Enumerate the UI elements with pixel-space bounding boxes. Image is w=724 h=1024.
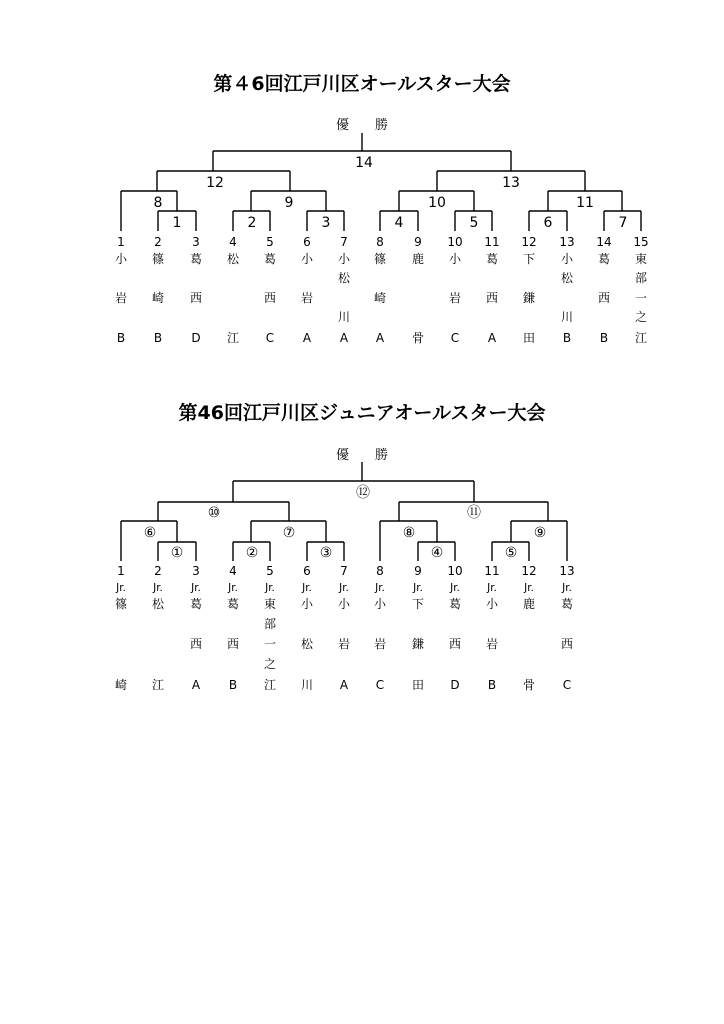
senior-bracket-lines (121, 133, 641, 231)
senior-team-char: 部 (634, 271, 648, 285)
senior-team-char: 西 (597, 291, 611, 305)
junior-team-char: 西 (189, 637, 203, 651)
junior-seed-number: 9 (414, 564, 422, 578)
senior-team-char: C (265, 331, 275, 345)
junior-match-number: ⑫ (356, 485, 370, 501)
junior-seed-number: 13 (559, 564, 575, 578)
senior-seed-number: 4 (229, 235, 237, 249)
senior-match-number: 12 (206, 175, 224, 191)
junior-seed-number: 12 (521, 564, 537, 578)
senior-seed-number: 9 (414, 235, 422, 249)
junior-team-char: 小 (485, 597, 499, 611)
senior-match-number: 5 (469, 215, 479, 231)
junior-team-char: 西 (226, 637, 240, 651)
junior-team-char: 骨 (522, 678, 536, 692)
senior-bracket (115, 72, 649, 345)
senior-team-char: 西 (263, 291, 277, 305)
junior-jr-label: Jr. (228, 582, 238, 594)
senior-seed-number: 8 (376, 235, 384, 249)
junior-match-number: ② (245, 545, 259, 561)
senior-team-char: 岩 (300, 291, 314, 305)
senior-seed-number: 10 (447, 235, 463, 249)
junior-seed-numbers (117, 564, 574, 578)
senior-team-char: 田 (522, 331, 536, 345)
junior-team-names (115, 596, 573, 692)
senior-team-char: B (562, 331, 572, 345)
senior-match-number: 10 (428, 195, 446, 211)
senior-match-number: 11 (576, 195, 594, 211)
junior-match-number: ⑪ (467, 505, 481, 521)
junior-match-number: ⑤ (504, 545, 518, 561)
senior-seed-number: 2 (154, 235, 162, 249)
senior-team-char: B (116, 331, 126, 345)
junior-jr-label: Jr. (487, 582, 497, 594)
junior-team-char: 一 (263, 637, 277, 651)
senior-team-char: 崎 (373, 291, 387, 305)
senior-team-char: 下 (522, 252, 536, 266)
junior-team-char: 葛 (189, 597, 203, 611)
senior-seed-number: 14 (596, 235, 612, 249)
senior-seed-number: 13 (559, 235, 575, 249)
senior-match-numbers (154, 155, 628, 231)
senior-match-number: 14 (355, 155, 373, 171)
senior-team-char: 小 (300, 252, 314, 266)
junior-seed-number: 8 (376, 564, 384, 578)
senior-team-char: C (450, 331, 460, 345)
senior-team-char: B (153, 331, 163, 345)
senior-team-char: A (487, 331, 497, 345)
junior-team-char: 之 (263, 657, 277, 671)
junior-team-char: B (487, 678, 497, 692)
junior-match-number: ⑨ (533, 525, 547, 541)
junior-team-char: 鹿 (522, 597, 536, 611)
junior-team-char: 西 (560, 637, 574, 651)
senior-team-names (115, 251, 647, 345)
senior-match-number: 7 (618, 215, 628, 231)
senior-team-char: 鎌 (522, 291, 536, 305)
senior-team-char: D (191, 331, 201, 345)
junior-bracket (115, 401, 575, 692)
junior-seed-number: 11 (484, 564, 500, 578)
junior-team-char: 川 (300, 678, 314, 692)
senior-team-char: 篠 (151, 252, 165, 266)
senior-team-char: 小 (448, 252, 462, 266)
junior-team-char: 松 (300, 637, 314, 651)
junior-team-char: 江 (263, 678, 277, 692)
junior-team-char: A (339, 678, 349, 692)
junior-match-numbers (144, 485, 547, 561)
senior-seed-number: 1 (117, 235, 125, 249)
junior-team-char: C (562, 678, 572, 692)
junior-team-char: 松 (151, 597, 165, 611)
senior-team-char: 小 (560, 252, 574, 266)
junior-seed-number: 4 (229, 564, 237, 578)
senior-seed-number: 3 (192, 235, 200, 249)
senior-seed-number: 12 (521, 235, 537, 249)
junior-match-number: ③ (319, 545, 333, 561)
senior-team-char: 江 (226, 331, 240, 345)
junior-jr-label: Jr. (375, 582, 385, 594)
senior-match-number: 9 (284, 195, 294, 211)
junior-bracket-lines (121, 462, 567, 561)
junior-jr-label: Jr. (339, 582, 349, 594)
senior-seed-number: 7 (340, 235, 348, 249)
senior-team-char: 篠 (373, 252, 387, 266)
junior-match-number: ⑩ (207, 505, 221, 521)
junior-team-char: D (450, 678, 460, 692)
junior-title: 第46回江戸川区ジュニアオールスター大会 (178, 402, 546, 424)
senior-match-number: 6 (543, 215, 553, 231)
junior-team-char: A (191, 678, 201, 692)
junior-match-number: ⑧ (402, 525, 416, 541)
junior-team-char: 崎 (114, 678, 128, 692)
senior-match-number: 8 (153, 195, 163, 211)
junior-jr-label: Jr. (116, 582, 126, 594)
senior-seed-number: 11 (484, 235, 500, 249)
junior-jr-label: Jr. (524, 582, 534, 594)
junior-team-char: 岩 (373, 637, 387, 651)
senior-match-number: 13 (502, 175, 520, 191)
junior-seed-number: 3 (192, 564, 200, 578)
junior-team-char: 葛 (560, 597, 574, 611)
junior-jr-label: Jr. (302, 582, 312, 594)
junior-team-char: 江 (151, 678, 165, 692)
junior-seed-number: 1 (117, 564, 125, 578)
junior-team-char: 岩 (337, 637, 351, 651)
senior-team-char: 葛 (263, 252, 277, 266)
senior-match-number: 4 (394, 215, 404, 231)
senior-team-char: 葛 (189, 252, 203, 266)
senior-team-char: B (599, 331, 609, 345)
senior-team-char: 葛 (485, 252, 499, 266)
senior-team-char: 岩 (114, 291, 128, 305)
senior-team-char: 川 (337, 310, 351, 324)
junior-seed-number: 10 (447, 564, 463, 578)
junior-match-number: ④ (430, 545, 444, 561)
junior-jr-label: Jr. (191, 582, 201, 594)
senior-team-char: 東 (634, 252, 648, 266)
senior-team-char: 小 (114, 252, 128, 266)
junior-team-char: 部 (263, 617, 277, 631)
junior-team-char: 小 (337, 597, 351, 611)
junior-champion-label: 優 勝 (335, 448, 389, 463)
junior-match-number: ① (170, 545, 184, 561)
senior-title: 第４6回江戸川区オールスター大会 (213, 73, 511, 95)
junior-seed-number: 7 (340, 564, 348, 578)
senior-team-char: A (339, 331, 349, 345)
senior-team-char: 葛 (597, 252, 611, 266)
senior-team-char: 松 (560, 271, 574, 285)
junior-team-char: 下 (411, 597, 425, 611)
senior-match-number: 2 (247, 215, 257, 231)
senior-team-char: 之 (634, 310, 648, 324)
junior-jr-label: Jr. (153, 582, 163, 594)
senior-team-char: 江 (634, 331, 648, 345)
junior-jr-label: Jr. (265, 582, 275, 594)
senior-seed-number: 6 (303, 235, 311, 249)
senior-team-char: 小 (337, 252, 351, 266)
junior-team-char: 小 (373, 597, 387, 611)
junior-jr-label: Jr. (413, 582, 423, 594)
junior-team-char: 葛 (226, 597, 240, 611)
junior-seed-number: 2 (154, 564, 162, 578)
junior-team-char: 東 (263, 597, 277, 611)
senior-team-char: 松 (337, 271, 351, 285)
senior-match-number: 1 (172, 215, 182, 231)
junior-team-char: 鎌 (411, 637, 425, 651)
junior-team-char: C (375, 678, 385, 692)
junior-team-char: 小 (300, 597, 314, 611)
senior-champion-label: 優 勝 (335, 118, 389, 133)
senior-team-char: 岩 (448, 291, 462, 305)
junior-team-char: B (228, 678, 238, 692)
junior-jr-label: Jr. (562, 582, 572, 594)
senior-seed-numbers (117, 235, 648, 249)
junior-match-number: ⑥ (143, 525, 157, 541)
senior-team-char: 西 (189, 291, 203, 305)
junior-jr-labels (115, 582, 572, 594)
senior-team-char: 松 (226, 252, 240, 266)
senior-team-char: 鹿 (411, 252, 425, 266)
senior-team-char: 西 (485, 291, 499, 305)
senior-team-char: 一 (634, 291, 648, 305)
junior-seed-number: 6 (303, 564, 311, 578)
junior-team-char: 田 (411, 678, 425, 692)
senior-team-char: 川 (560, 310, 574, 324)
senior-team-char: A (302, 331, 312, 345)
junior-team-char: 篠 (114, 597, 128, 611)
junior-team-char: 西 (448, 637, 462, 651)
senior-seed-number: 5 (266, 235, 274, 249)
senior-team-char: 骨 (411, 331, 425, 345)
junior-seed-number: 5 (266, 564, 274, 578)
junior-team-char: 岩 (485, 637, 499, 651)
junior-team-char: 葛 (448, 597, 462, 611)
junior-match-number: ⑦ (282, 525, 296, 541)
senior-team-char: A (375, 331, 385, 345)
junior-jr-label: Jr. (450, 582, 460, 594)
senior-match-number: 3 (321, 215, 331, 231)
senior-team-char: 崎 (151, 291, 165, 305)
senior-seed-number: 15 (633, 235, 649, 249)
